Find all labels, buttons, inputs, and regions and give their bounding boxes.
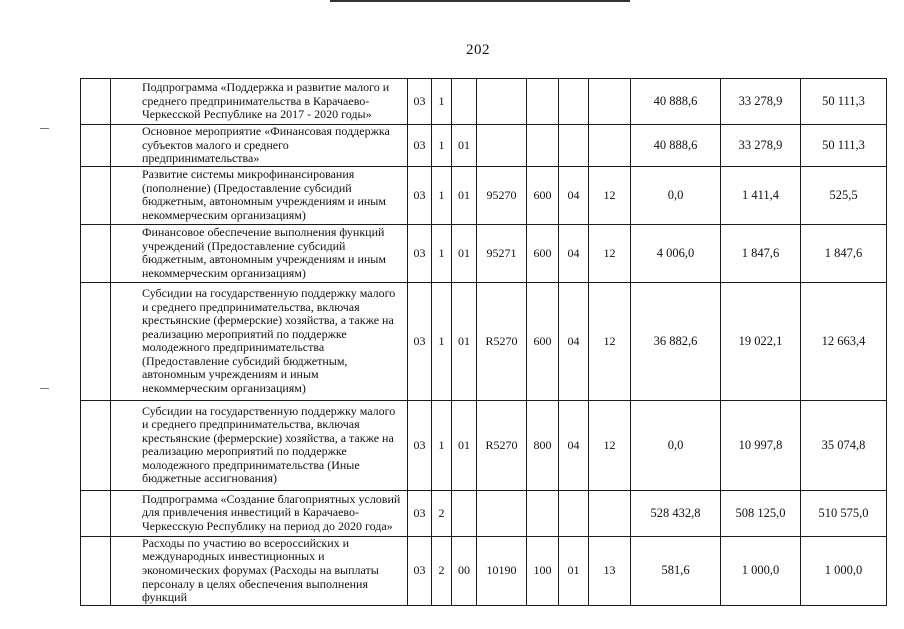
cell-event-code: 00 — [452, 536, 477, 605]
cell-amount-1: 528 432,8 — [631, 490, 721, 536]
cell-amount-2: 33 278,9 — [721, 125, 801, 167]
cell-amount-3: 50 111,3 — [801, 125, 887, 167]
page-number: 202 — [466, 42, 490, 58]
cell-direction-code — [477, 79, 527, 125]
table-row — [81, 536, 887, 605]
cell-event-code: 01 — [452, 400, 477, 490]
cell-amount-3: 12 663,4 — [801, 282, 887, 400]
cell-section — [559, 125, 589, 167]
cell-subsection — [589, 125, 631, 167]
cell-stub — [81, 536, 111, 605]
cell-event-code: 01 — [452, 282, 477, 400]
cell-item-name: Расходы по участию во всероссийских и международных инвестиционных и экономических форумах (Расходы на выплаты персоналу в целях обеспечения выполнения функций — [111, 536, 408, 605]
cell-subprogram-code: 2 — [432, 490, 452, 536]
cell-stub — [81, 282, 111, 400]
margin-mark — [40, 128, 49, 129]
cell-direction-code — [477, 490, 527, 536]
cell-stub — [81, 79, 111, 125]
cell-event-code: 01 — [452, 166, 477, 224]
cell-amount-3: 35 074,8 — [801, 400, 887, 490]
cell-program-code: 03 — [408, 125, 432, 167]
cell-stub — [81, 224, 111, 282]
cell-direction-code: R5270 — [477, 282, 527, 400]
cell-subprogram-code: 1 — [432, 79, 452, 125]
cell-section: 04 — [559, 224, 589, 282]
cell-item-name: Основное мероприятие «Финансовая поддержка субъектов малого и среднего предпринимательства» — [111, 125, 408, 167]
cell-amount-2: 10 997,8 — [721, 400, 801, 490]
cell-program-code: 03 — [408, 79, 432, 125]
cell-amount-1: 40 888,6 — [631, 79, 721, 125]
cell-amount-2: 1 411,4 — [721, 166, 801, 224]
cell-program-code: 03 — [408, 400, 432, 490]
cell-stub — [81, 490, 111, 536]
cell-amount-1: 4 006,0 — [631, 224, 721, 282]
table-row — [81, 166, 887, 224]
cell-amount-2: 33 278,9 — [721, 79, 801, 125]
cell-amount-3: 525,5 — [801, 166, 887, 224]
cell-expense-type: 800 — [527, 400, 559, 490]
cell-amount-1: 36 882,6 — [631, 282, 721, 400]
cell-stub — [81, 125, 111, 167]
cell-subsection: 13 — [589, 536, 631, 605]
cell-subsection: 12 — [589, 400, 631, 490]
cell-item-name: Финансовое обеспечение выполнения функций учреждений (Предоставление субсидий бюджетным, автономным учреждениям и иным некоммерческим организациям) — [111, 224, 408, 282]
cell-program-code: 03 — [408, 282, 432, 400]
cell-section: 04 — [559, 166, 589, 224]
cell-subsection: 12 — [589, 282, 631, 400]
table-row — [81, 125, 887, 167]
cell-direction-code — [477, 125, 527, 167]
cell-subprogram-code: 1 — [432, 224, 452, 282]
cell-section — [559, 79, 589, 125]
cell-program-code: 03 — [408, 166, 432, 224]
cell-amount-2: 19 022,1 — [721, 282, 801, 400]
cell-stub — [81, 400, 111, 490]
cell-item-name: Подпрограмма «Поддержка и развитие малого и среднего предпринимательства в Карачаево-Черкесской Республике на 2017 - 2020 годы» — [111, 79, 408, 125]
margin-mark — [40, 388, 49, 389]
cell-amount-3: 50 111,3 — [801, 79, 887, 125]
cell-subsection: 12 — [589, 224, 631, 282]
cell-expense-type: 600 — [527, 282, 559, 400]
cell-direction-code: 10190 — [477, 536, 527, 605]
cell-stub — [81, 166, 111, 224]
cell-expense-type — [527, 79, 559, 125]
cell-event-code: 01 — [452, 224, 477, 282]
cell-expense-type — [527, 125, 559, 167]
cell-subsection — [589, 490, 631, 536]
cell-direction-code: 95271 — [477, 224, 527, 282]
cell-expense-type — [527, 490, 559, 536]
cell-item-name: Субсидии на государственную поддержку малого и среднего предпринимательства, включая крестьянские (фермерские) хозяйства, а также на реализацию мероприятий по поддержке молодежного предпринимательства (Иные бюджетные ассигнования) — [111, 400, 408, 490]
cell-event-code — [452, 490, 477, 536]
cell-section: 04 — [559, 400, 589, 490]
cell-amount-2: 1 847,6 — [721, 224, 801, 282]
cell-section: 01 — [559, 536, 589, 605]
cell-subprogram-code: 1 — [432, 125, 452, 167]
cell-subsection — [589, 79, 631, 125]
cell-expense-type: 600 — [527, 166, 559, 224]
cell-subprogram-code: 1 — [432, 282, 452, 400]
cell-amount-1: 581,6 — [631, 536, 721, 605]
cell-subprogram-code: 1 — [432, 400, 452, 490]
cell-amount-2: 1 000,0 — [721, 536, 801, 605]
cell-direction-code: R5270 — [477, 400, 527, 490]
cell-amount-3: 1 000,0 — [801, 536, 887, 605]
table-row — [81, 224, 887, 282]
cell-subprogram-code: 1 — [432, 166, 452, 224]
cell-program-code: 03 — [408, 490, 432, 536]
cell-amount-1: 40 888,6 — [631, 125, 721, 167]
top-border-line — [330, 0, 630, 2]
cell-subprogram-code: 2 — [432, 536, 452, 605]
table-row — [81, 282, 887, 400]
table-body — [81, 79, 887, 606]
cell-amount-2: 508 125,0 — [721, 490, 801, 536]
cell-amount-3: 1 847,6 — [801, 224, 887, 282]
cell-amount-3: 510 575,0 — [801, 490, 887, 536]
cell-item-name: Подпрограмма «Создание благоприятных условий для привлечения инвестиций в Карачаево-Черкесскую Республику на период до 2020 года» — [111, 490, 408, 536]
table-row — [81, 400, 887, 490]
cell-amount-1: 0,0 — [631, 400, 721, 490]
cell-event-code: 01 — [452, 125, 477, 167]
cell-item-name: Субсидии на государственную поддержку малого и среднего предпринимательства, включая крестьянские (фермерские) хозяйства, а также на реализацию мероприятий по поддержке молодежного предпринимательства (Предоставление субсидий бюджетным, автономным учреждениям и иным некоммерческим организациям) — [111, 282, 408, 400]
cell-program-code: 03 — [408, 224, 432, 282]
cell-subsection: 12 — [589, 166, 631, 224]
table-row — [81, 79, 887, 125]
cell-direction-code: 95270 — [477, 166, 527, 224]
cell-expense-type: 600 — [527, 224, 559, 282]
cell-expense-type: 100 — [527, 536, 559, 605]
cell-program-code: 03 — [408, 536, 432, 605]
cell-section: 04 — [559, 282, 589, 400]
budget-table — [80, 78, 887, 606]
cell-amount-1: 0,0 — [631, 166, 721, 224]
cell-section — [559, 490, 589, 536]
cell-item-name: Развитие системы микрофинансирования (пополнение) (Предоставление субсидий бюджетным, автономным учреждениям и иным некоммерческим организациям) — [111, 166, 408, 224]
cell-event-code — [452, 79, 477, 125]
table-row — [81, 490, 887, 536]
